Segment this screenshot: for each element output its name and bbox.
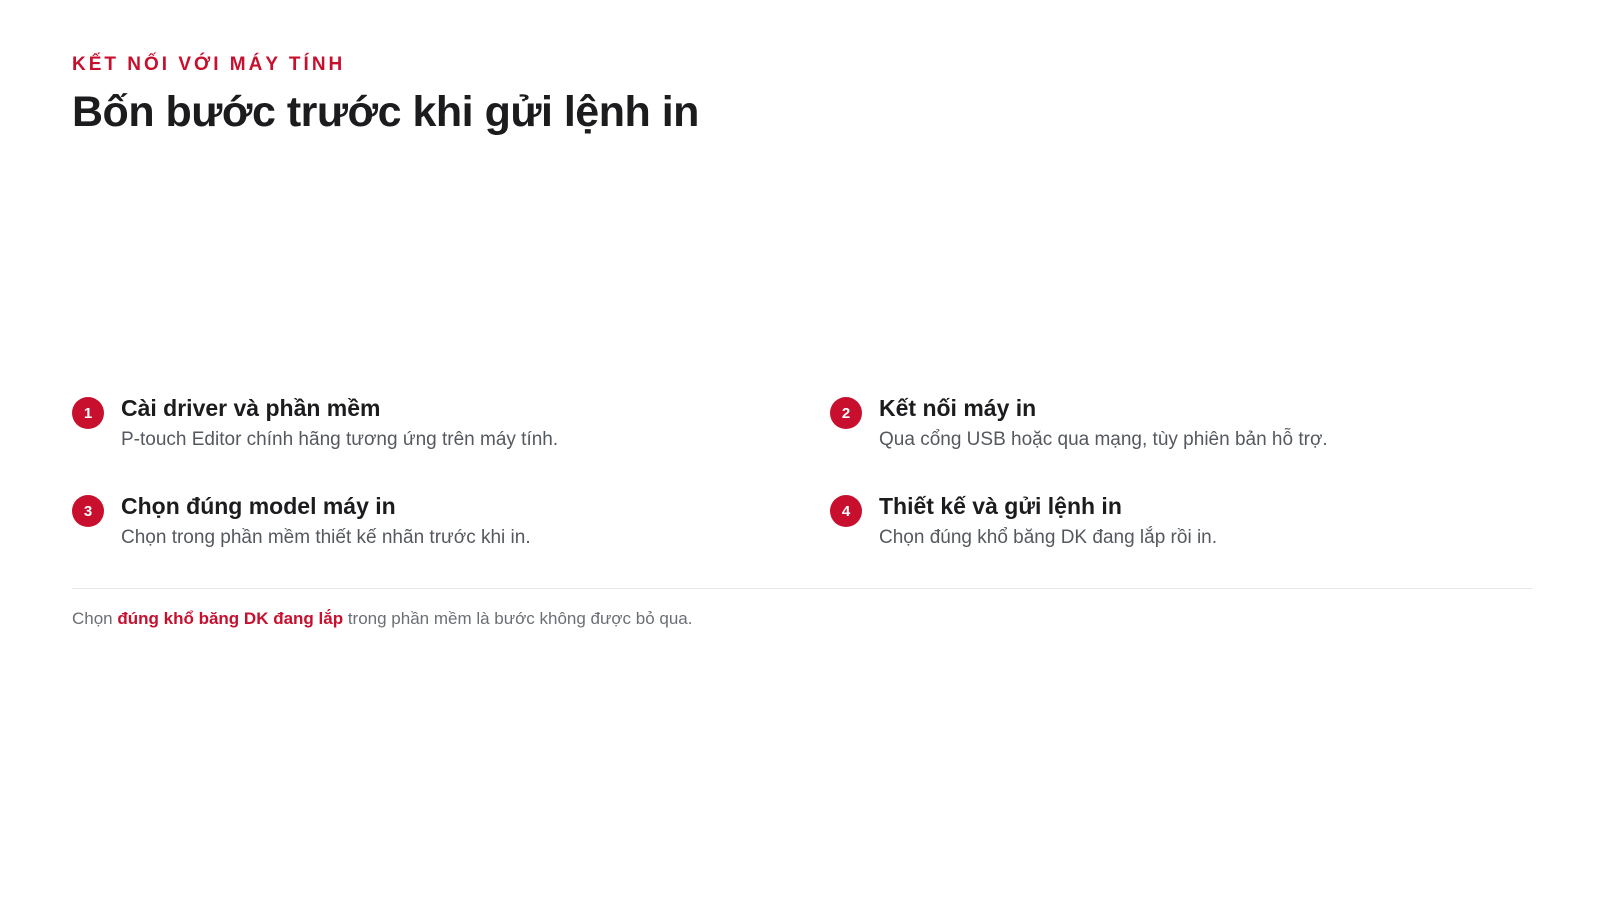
step-number-badge: 4 bbox=[830, 495, 862, 527]
step-title: Kết nối máy in bbox=[879, 395, 1037, 421]
step-description: Chọn đúng khổ băng DK đang lắp rồi in. bbox=[879, 527, 1218, 548]
step-1 bbox=[72, 394, 830, 450]
divider bbox=[72, 588, 1532, 589]
step-description: P-touch Editor chính hãng tương ứng trên máy tính. bbox=[121, 429, 559, 450]
step-description: Chọn trong phần mềm thiết kế nhãn trước khi in. bbox=[121, 527, 531, 548]
steps-grid bbox=[72, 394, 1532, 548]
step-title: Chọn đúng model máy in bbox=[121, 493, 396, 519]
step-number-badge: 2 bbox=[830, 397, 862, 429]
step-text bbox=[879, 394, 1328, 452]
step-text bbox=[879, 492, 1217, 550]
step-2 bbox=[830, 394, 1530, 450]
note-suffix: trong phần mềm là bước không được bỏ qua. bbox=[343, 609, 693, 628]
step-4 bbox=[830, 492, 1530, 548]
footer-note bbox=[72, 609, 692, 629]
section-eyebrow: KẾT NỐI VỚI MÁY TÍNH bbox=[72, 54, 346, 75]
note-highlight: đúng khổ băng DK đang lắp bbox=[117, 609, 344, 628]
step-title: Thiết kế và gửi lệnh in bbox=[879, 493, 1122, 519]
step-description: Qua cổng USB hoặc qua mạng, tùy phiên bản hỗ trợ. bbox=[879, 429, 1328, 450]
step-title: Cài driver và phần mềm bbox=[121, 395, 381, 421]
step-text bbox=[121, 492, 531, 550]
step-number-badge: 1 bbox=[72, 397, 104, 429]
page-title: Bốn bước trước khi gửi lệnh in bbox=[72, 88, 699, 136]
note-prefix: Chọn bbox=[72, 609, 118, 628]
step-number-badge: 3 bbox=[72, 495, 104, 527]
step-3 bbox=[72, 492, 830, 548]
step-text bbox=[121, 394, 558, 452]
page bbox=[72, 0, 1532, 900]
